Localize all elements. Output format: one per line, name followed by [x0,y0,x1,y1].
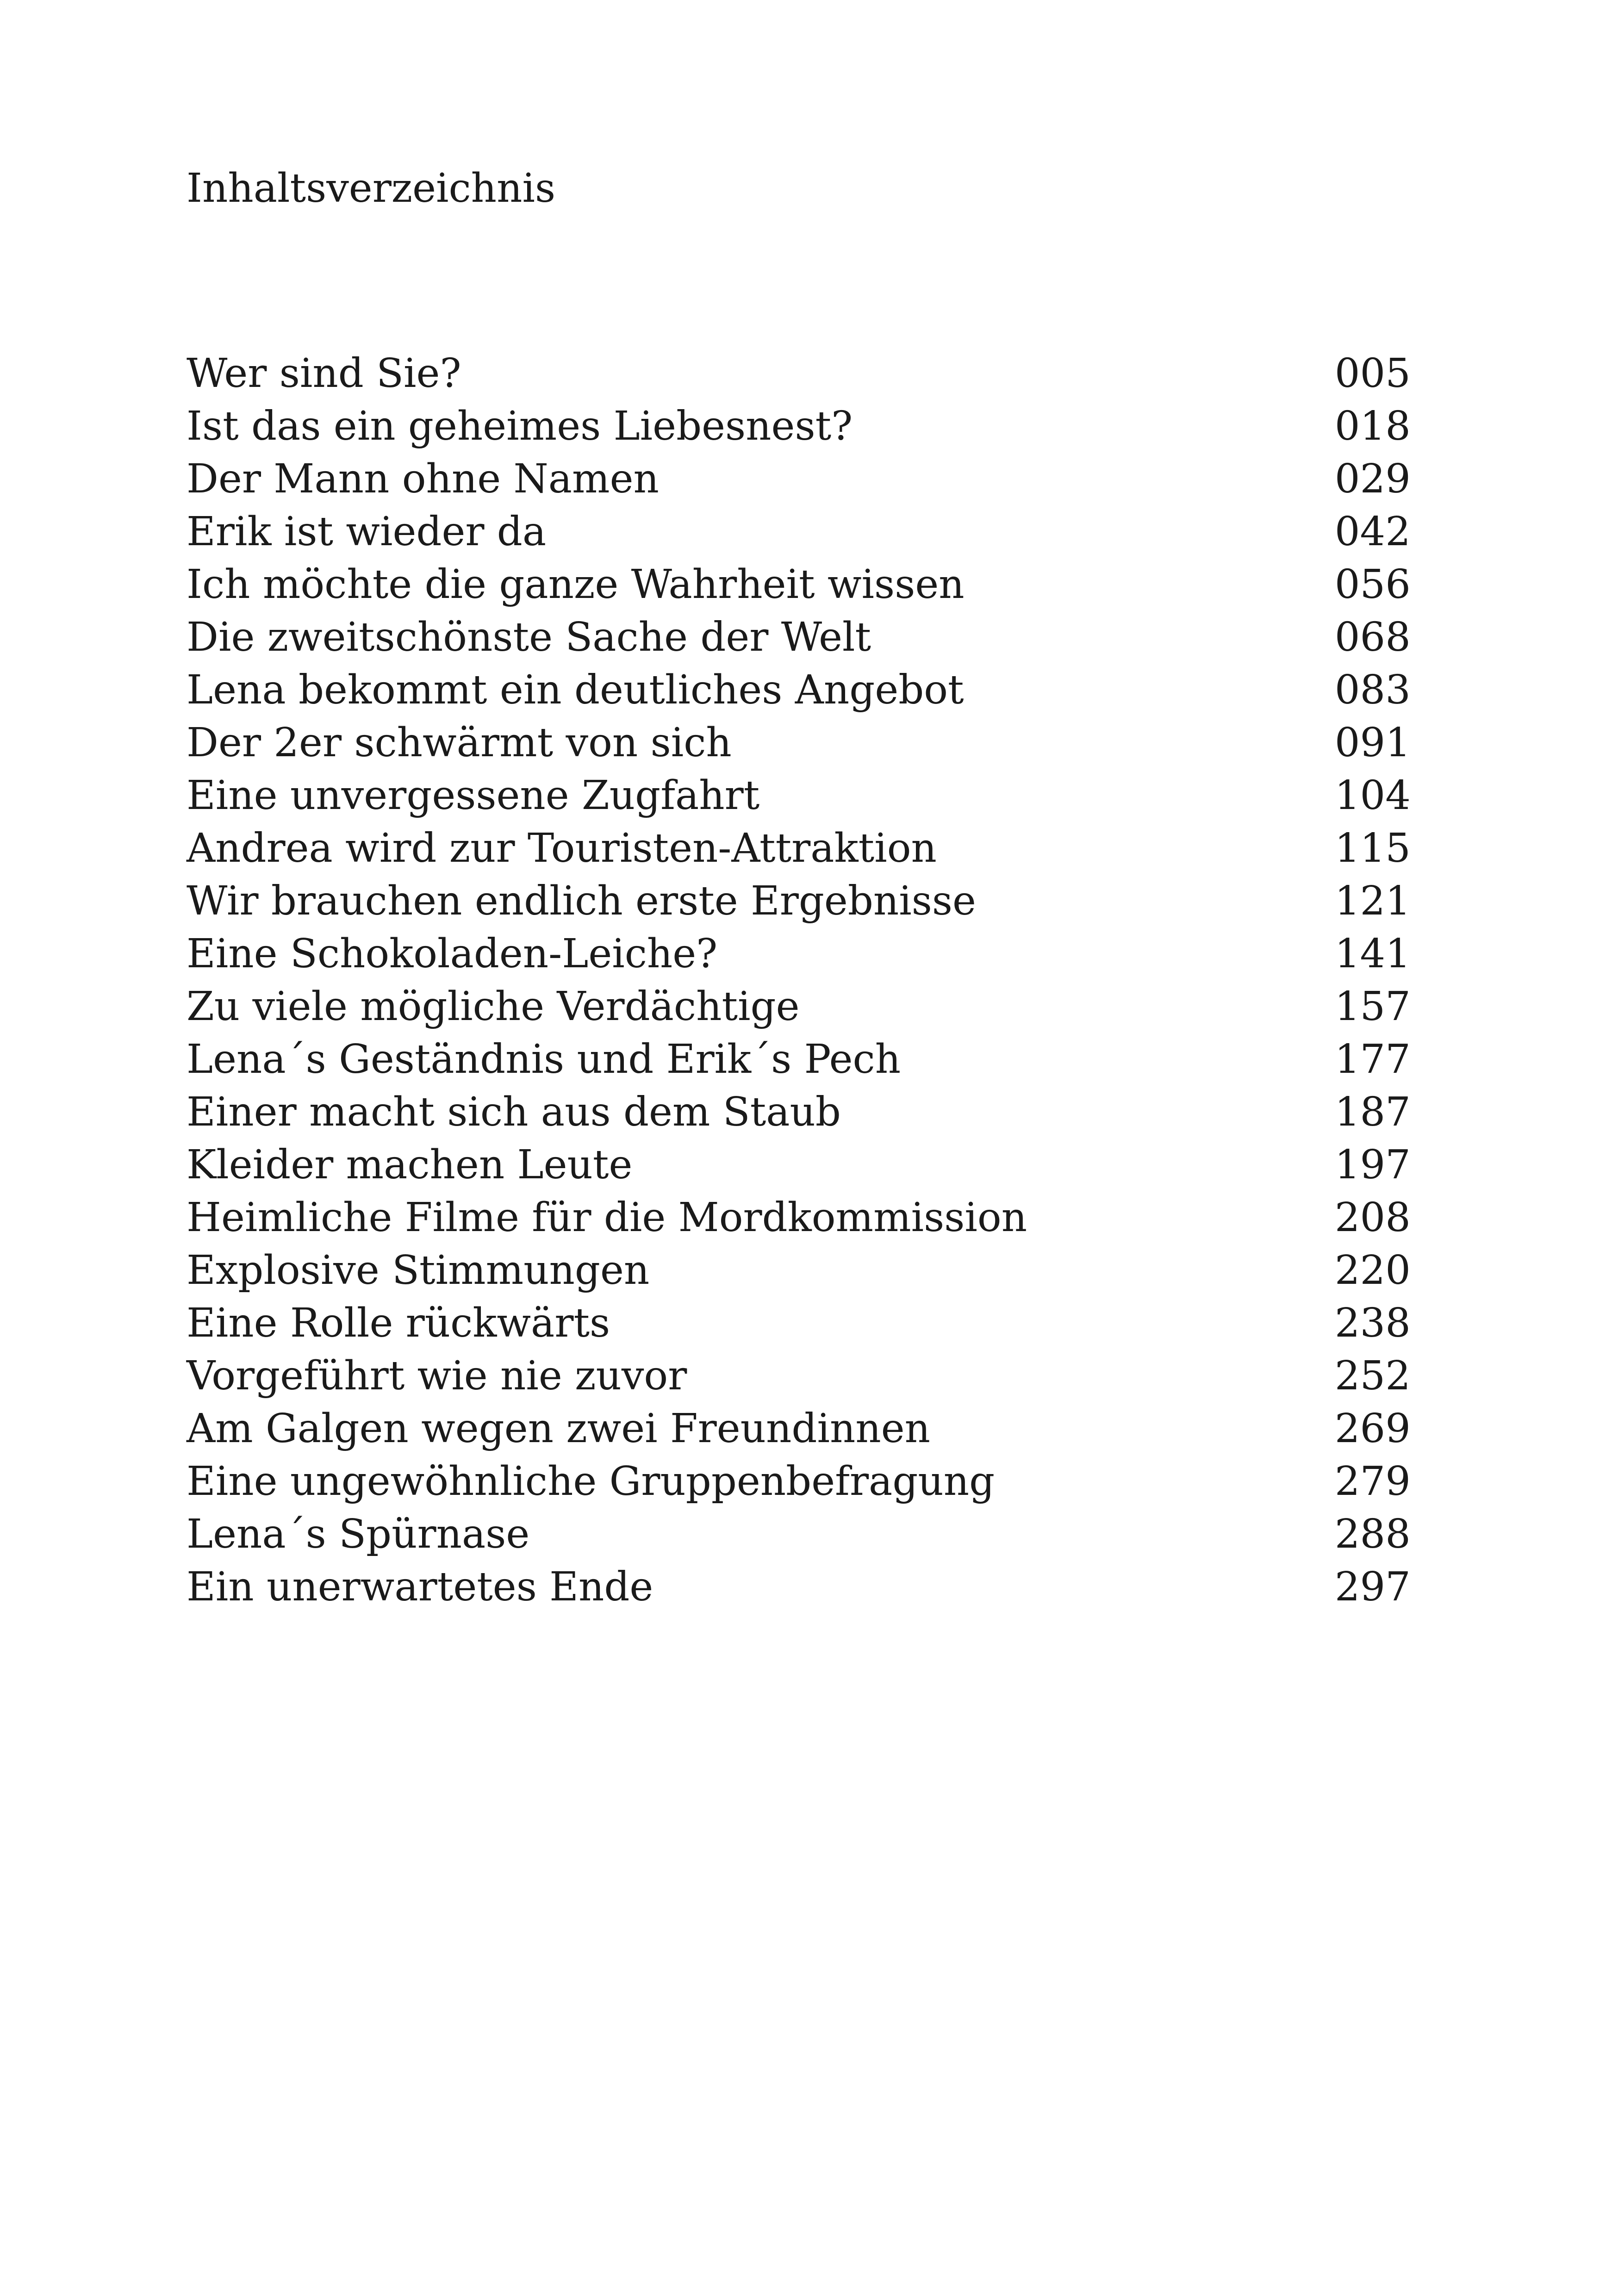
toc-entry-page-number: 208 [1334,1195,1411,1241]
toc-entry-title: Explosive Stimmungen [187,1247,650,1294]
toc-entry [187,505,1411,558]
toc-entry-page-number: 177 [1334,1036,1411,1083]
toc-entry-title: Einer macht sich aus dem Staub [187,1089,841,1135]
toc-entry [187,347,1411,400]
toc-entry [187,1455,1411,1508]
toc-entry [187,1086,1411,1139]
toc-entry-title: Lena bekommt ein deutliches Angebot [187,667,964,713]
toc-entry-title: Am Galgen wegen zwei Freundinnen [187,1406,931,1452]
toc-entry-title: Lena´s Spürnase [187,1511,530,1557]
page-title: Inhaltsverzeichnis [187,165,556,212]
toc-entry-page-number: 115 [1334,825,1411,871]
toc-entry [187,769,1411,822]
toc-entry [187,400,1411,453]
toc-entry-title: Eine Schokoladen-Leiche? [187,931,718,977]
toc-entry-title: Zu viele mögliche Verdächtige [187,983,800,1030]
toc-entry-page-number: 042 [1334,509,1411,555]
toc-entry-page-number: 279 [1334,1458,1411,1505]
toc-entry [187,453,1411,505]
toc-entry-page-number: 141 [1334,931,1411,977]
toc-entry-page-number: 269 [1334,1406,1411,1452]
toc-entry-page-number: 029 [1334,456,1411,502]
toc-entry [187,1350,1411,1402]
toc-entry [187,664,1411,716]
toc-entry-title: Ist das ein geheimes Liebesnest? [187,403,853,449]
toc-entry-page-number: 252 [1334,1353,1411,1399]
toc-entry-title: Erik ist wieder da [187,509,547,555]
toc-entry [187,611,1411,664]
toc-entry [187,822,1411,875]
toc-entry [187,1561,1411,1613]
toc-entry-title: Lena´s Geständnis und Erik´s Pech [187,1036,901,1083]
toc-entry [187,1402,1411,1455]
toc-entry-page-number: 288 [1334,1511,1411,1557]
toc-entry-page-number: 121 [1334,878,1411,924]
toc-entry-page-number: 005 [1334,350,1411,397]
toc-entry-title: Andrea wird zur Touristen-Attraktion [187,825,937,871]
toc-entry-title: Der Mann ohne Namen [187,456,659,502]
toc-entry [187,1297,1411,1350]
toc-entry-page-number: 157 [1334,983,1411,1030]
toc-entry-page-number: 197 [1334,1142,1411,1188]
toc-entry-title: Ich möchte die ganze Wahrheit wissen [187,561,965,608]
toc-entry-page-number: 056 [1334,561,1411,608]
toc-entry-title: Eine ungewöhnliche Gruppenbefragung [187,1458,995,1505]
toc-entry [187,1139,1411,1191]
toc-entry [187,1191,1411,1244]
toc-entry [187,1244,1411,1297]
toc-entry-page-number: 187 [1334,1089,1411,1135]
toc-entry-title: Wer sind Sie? [187,350,461,397]
toc-entry [187,558,1411,611]
toc-entry-page-number: 068 [1334,614,1411,660]
toc-entry-title: Die zweitschönste Sache der Welt [187,614,871,660]
table-of-contents [187,347,1411,1613]
toc-entry-title: Der 2er schwärmt von sich [187,720,732,766]
toc-entry-page-number: 083 [1334,667,1411,713]
toc-entry-page-number: 104 [1334,772,1411,819]
toc-entry-title: Ein unerwartetes Ende [187,1564,653,1610]
toc-entry-page-number: 297 [1334,1564,1411,1610]
toc-entry [187,927,1411,980]
toc-entry-title: Eine Rolle rückwärts [187,1300,610,1346]
toc-entry-page-number: 018 [1334,403,1411,449]
toc-entry-title: Wir brauchen endlich erste Ergebnisse [187,878,976,924]
toc-entry [187,1033,1411,1086]
toc-entry-title: Kleider machen Leute [187,1142,633,1188]
toc-entry [187,716,1411,769]
toc-entry-title: Heimliche Filme für die Mordkommission [187,1195,1027,1241]
toc-entry-title: Vorgeführt wie nie zuvor [187,1353,687,1399]
toc-entry-page-number: 220 [1334,1247,1411,1294]
toc-entry-page-number: 238 [1334,1300,1411,1346]
toc-entry-page-number: 091 [1334,720,1411,766]
toc-entry-title: Eine unvergessene Zugfahrt [187,772,760,819]
toc-entry [187,875,1411,927]
toc-entry [187,980,1411,1033]
toc-entry [187,1508,1411,1561]
